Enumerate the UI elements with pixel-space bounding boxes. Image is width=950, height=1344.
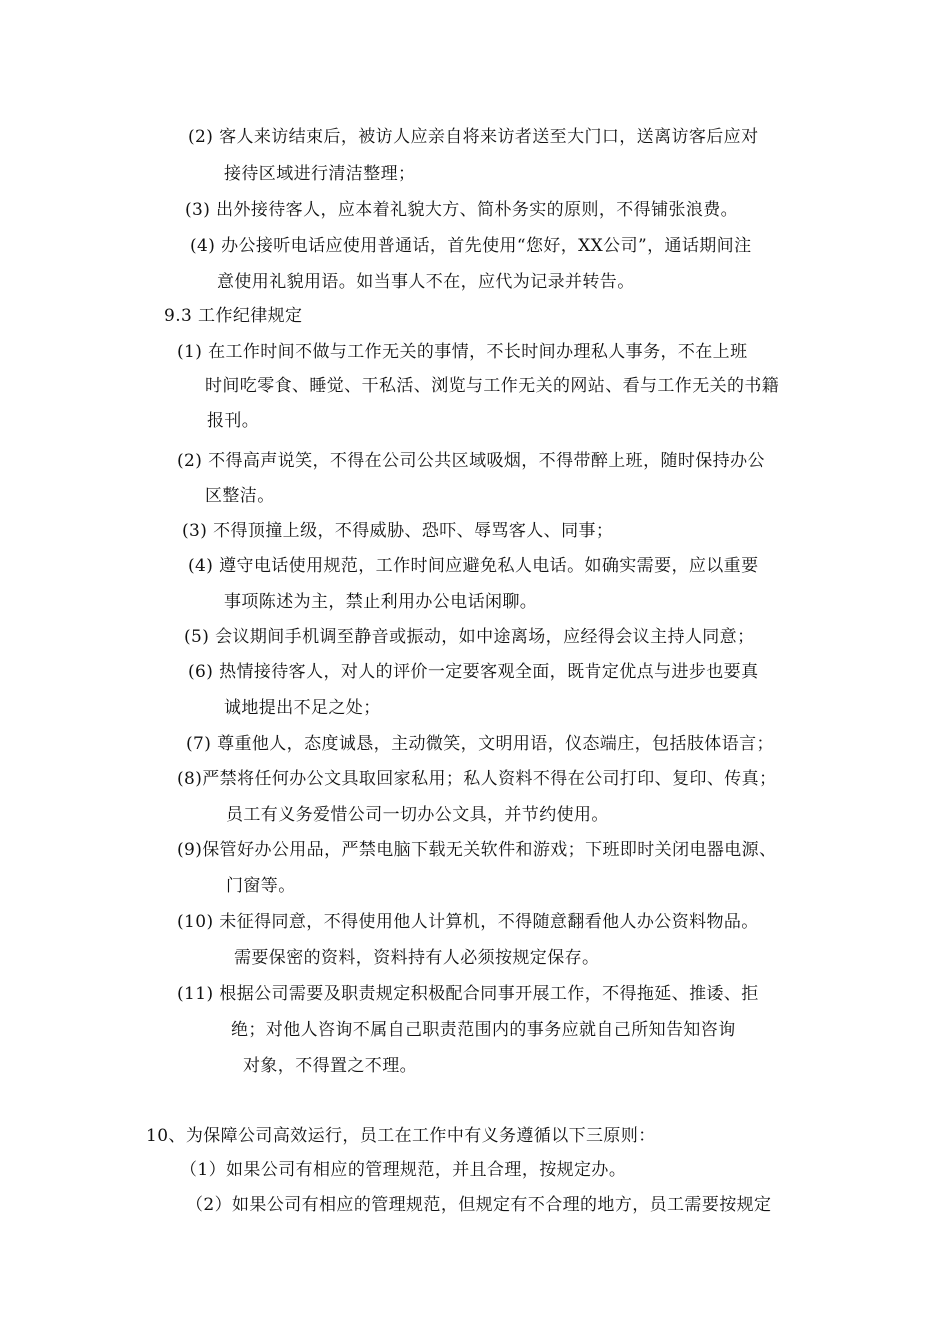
text-line: 区整洁。 <box>205 486 275 506</box>
text-line: (1) 在工作时间不做与工作无关的事情，不长时间办理私人事务，不在上班 <box>177 342 748 362</box>
text-line: (9)保管好办公用品，严禁电脑下载无关软件和游戏；下班即时关闭电器电源、 <box>177 840 777 860</box>
text-line: (3) 不得顶撞上级，不得威胁、恐吓、辱骂客人、同事； <box>182 521 614 541</box>
text-line: 门窗等。 <box>226 876 296 896</box>
text-line: 意使用礼貌用语。如当事人不在，应代为记录并转告。 <box>217 272 635 292</box>
text-line: (2) 不得高声说笑，不得在公司公共区域吸烟，不得带醉上班，随时保持办公 <box>177 451 765 471</box>
text-line: (4) 遵守电话使用规范，工作时间应避免私人电话。如确实需要，应以重要 <box>188 556 759 576</box>
text-line: (7) 尊重他人，态度诚恳，主动微笑，文明用语，仪态端庄，包括肢体语言； <box>186 734 774 754</box>
text-line: 事项陈述为主，禁止利用办公电话闲聊。 <box>224 592 538 612</box>
text-line: (2) 客人来访结束后，被访人应亲自将来访者送至大门口，送离访客后应对 <box>188 127 759 147</box>
text-line: (10) 未征得同意，不得使用他人计算机，不得随意翻看他人办公资料物品。 <box>177 912 759 932</box>
text-line: 报刊。 <box>207 411 260 431</box>
text-line: 对象，不得置之不理。 <box>243 1056 417 1076</box>
text-line: 诚地提出不足之处； <box>224 698 381 718</box>
text-line: (4) 办公接听电话应使用普通话，首先使用“您好，XX公司”，通话期间注 <box>190 236 752 256</box>
text-line: 员工有义务爱惜公司一切办公文具，并节约使用。 <box>226 805 609 825</box>
text-line: (11) 根据公司需要及职责规定积极配合同事开展工作，不得拖延、推诿、拒 <box>177 984 759 1004</box>
text-line: 时间吃零食、睡觉、干私活、浏览与工作无关的网站、看与工作无关的书籍 <box>205 376 780 396</box>
text-line: 接待区域进行清洁整理； <box>224 164 416 184</box>
section-heading: 9.3 工作纪律规定 <box>164 306 303 326</box>
text-line: (3) 出外接待客人，应本着礼貌大方、简朴务实的原则，不得铺张浪费。 <box>185 200 739 220</box>
text-line: (8)严禁将任何办公文具取回家私用；私人资料不得在公司打印、复印、传真； <box>177 769 777 789</box>
section-heading: 10、为保障公司高效运行，员工在工作中有义务遵循以下三原则： <box>146 1126 656 1146</box>
text-line: (6) 热情接待客人，对人的评价一定要客观全面，既肯定优点与进步也要真 <box>188 662 759 682</box>
text-line: （2）如果公司有相应的管理规范，但规定有不合理的地方，员工需要按规定 <box>186 1195 772 1215</box>
text-line: （1）如果公司有相应的管理规范，并且合理，按规定办。 <box>180 1160 627 1180</box>
text-line: (5) 会议期间手机调至静音或振动，如中途离场，应经得会议主持人同意； <box>184 627 755 647</box>
text-line: 需要保密的资料，资料持有人必须按规定保存。 <box>234 948 600 968</box>
text-line: 绝；对他人咨询不属自己职责范围内的事务应就自己所知告知咨询 <box>231 1020 736 1040</box>
